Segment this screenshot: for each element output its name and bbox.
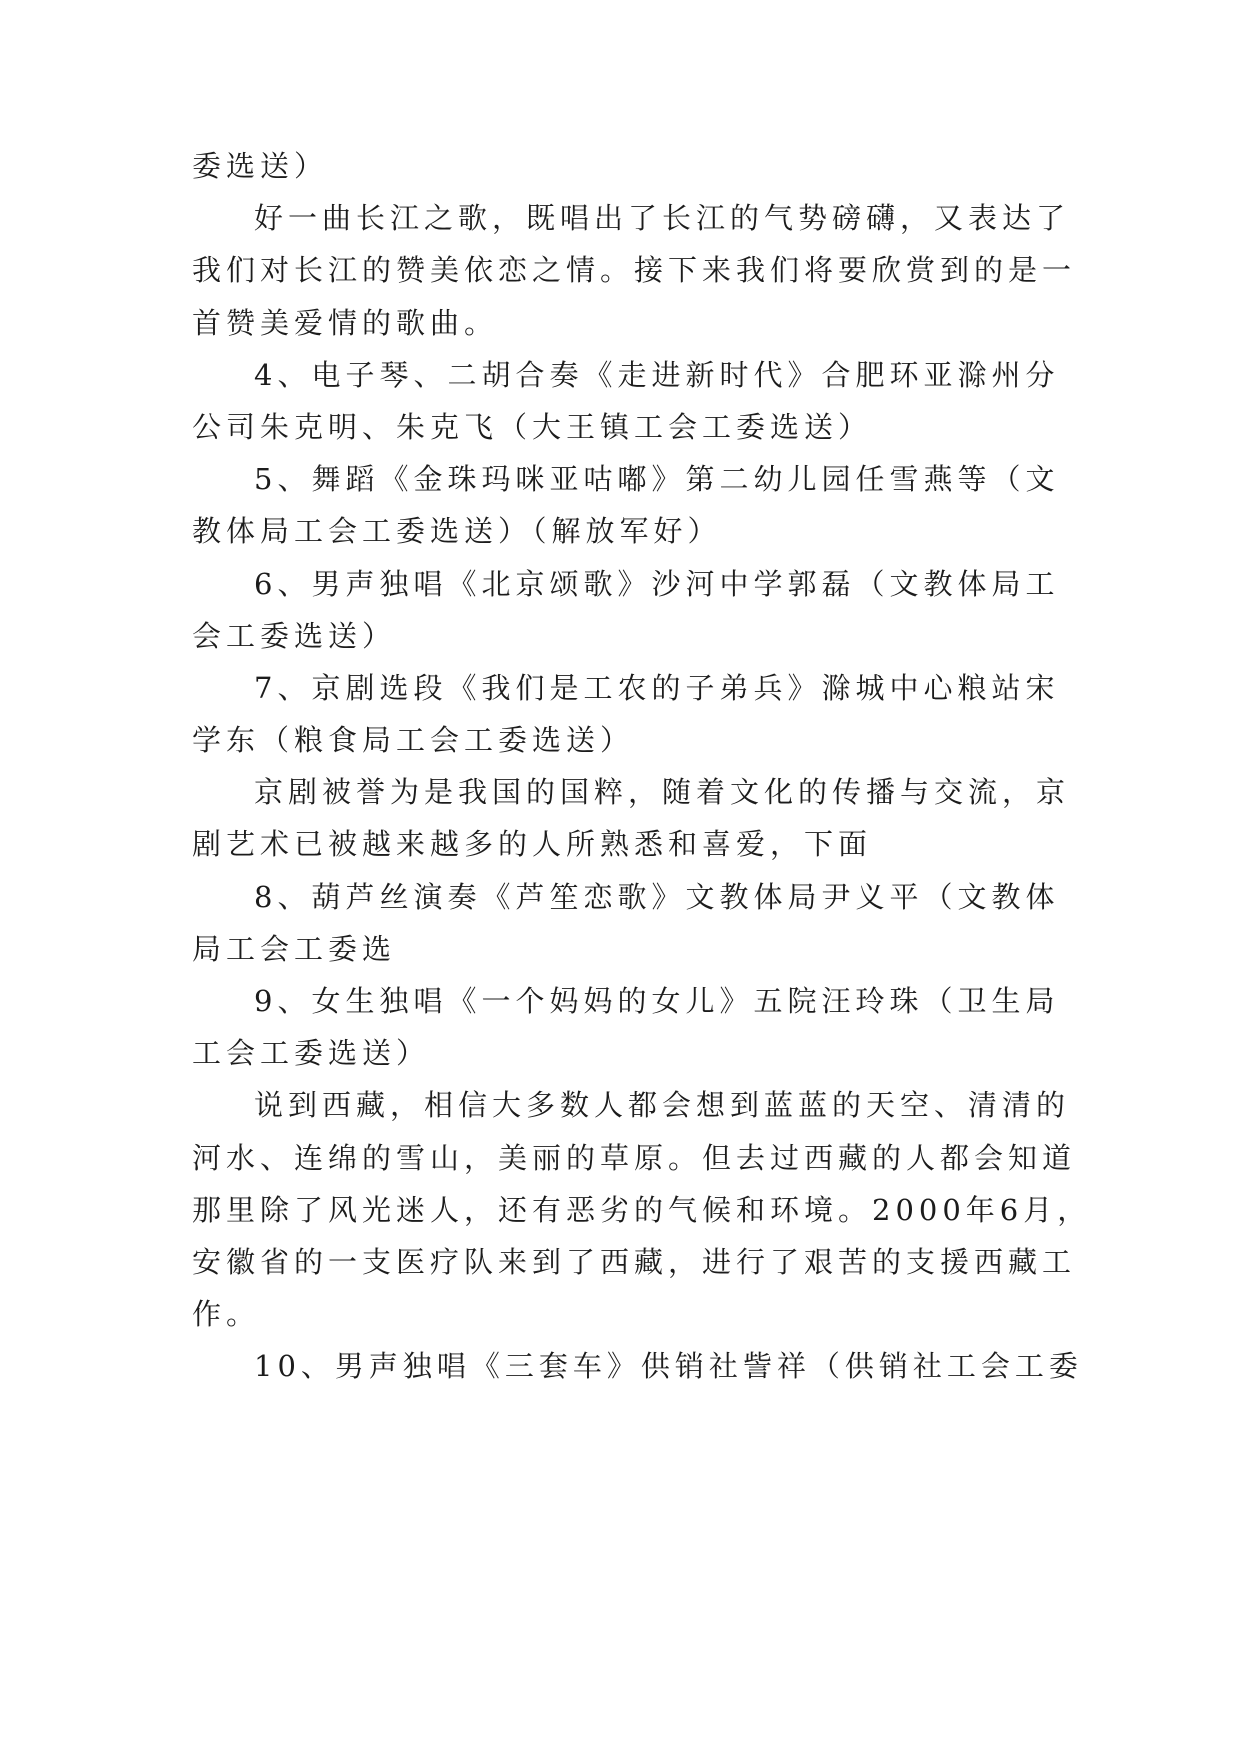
- text-line: 5、舞蹈《金珠玛咪亚咕嘟》第二幼儿园任雪燕等（文: [254, 462, 1060, 496]
- text-line: 会工委选送）: [192, 619, 397, 653]
- text-line: 9、女生独唱《一个妈妈的女儿》五院汪玲珠（卫生局: [254, 984, 1060, 1018]
- text-line: 4、电子琴、二胡合奏《走进新时代》合肥环亚滁州分: [254, 358, 1060, 392]
- text-line: 局工会工委选: [192, 932, 397, 966]
- text-line: 京剧被誉为是我国的国粹，随着文化的传播与交流，京: [254, 775, 1071, 809]
- text-line: 公司朱克明、朱克飞（大王镇工会工委选送）: [192, 410, 873, 444]
- text-line: 首赞美爱情的歌曲。: [192, 306, 499, 340]
- text-line: 7、京剧选段《我们是工农的子弟兵》滁城中心粮站宋: [254, 671, 1060, 705]
- text-line: 教体局工会工委选送）（解放军好）: [192, 514, 722, 548]
- text-line: 我们对长江的赞美依恋之情。接下来我们将要欣赏到的是一: [192, 253, 1077, 287]
- text-line: 安徽省的一支医疗队来到了西藏，进行了艰苦的支援西藏工: [192, 1245, 1077, 1279]
- text-line: 工会工委选送）: [192, 1036, 431, 1070]
- text-line: 委选送）: [192, 149, 329, 183]
- text-line: 学东（粮食局工会工委选送）: [192, 723, 635, 757]
- text-line: 那里除了风光迷人，还有恶劣的气候和环境。2000年6月，: [192, 1193, 1092, 1227]
- text-line: 作。: [192, 1297, 261, 1331]
- text-line: 好一曲长江之歌，既唱出了长江的气势磅礴，又表达了: [254, 201, 1071, 235]
- text-line: 6、男声独唱《北京颂歌》沙河中学郭磊（文教体局工: [254, 567, 1060, 601]
- text-line: 剧艺术已被越来越多的人所熟悉和喜爱，下面: [192, 827, 873, 861]
- text-line: 河水、连绵的雪山，美丽的草原。但去过西藏的人都会知道: [192, 1141, 1077, 1175]
- text-line: 10、男声独唱《三套车》供销社訾祥（供销社工会工委: [254, 1349, 1083, 1383]
- text-line: 8、葫芦丝演奏《芦笙恋歌》文教体局尹义平（文教体: [254, 880, 1060, 914]
- text-line: 说到西藏，相信大多数人都会想到蓝蓝的天空、清清的: [254, 1088, 1071, 1122]
